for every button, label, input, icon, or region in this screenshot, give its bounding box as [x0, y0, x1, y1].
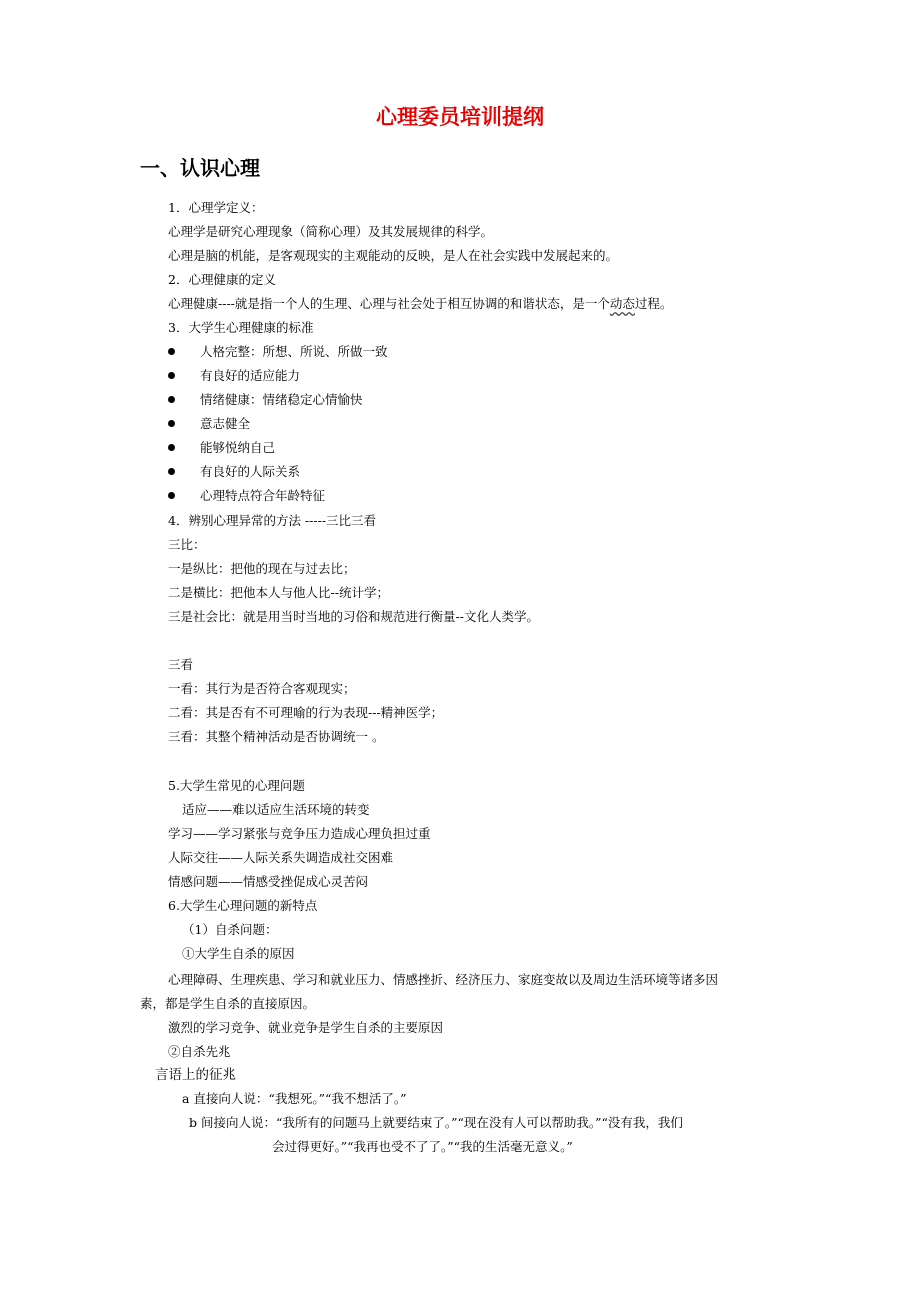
bullet-icon: [168, 348, 175, 355]
section-heading: 一、认识心理: [140, 156, 260, 180]
sub-heading: （1）自杀问题：: [182, 922, 278, 937]
list-item: 能够悦纳自己: [200, 440, 276, 455]
text-segment: 过程。: [634, 296, 673, 311]
sub-heading: ①大学生自杀的原因: [182, 946, 295, 961]
text-line: [168, 296, 672, 312]
list-item: 有良好的人际关系: [200, 464, 301, 479]
text-line: 二是横比：把他本人与他人比--统计学；: [168, 585, 389, 600]
text-line: 心理是脑的机能，是客观现实的主观能动的反映，是人在社会实践中发展起来的。: [168, 248, 619, 263]
bullet-icon: [168, 468, 175, 475]
text-line: 三是社会比：就是用当时当地的习俗和规范进行衡量--文化人类学。: [168, 609, 539, 624]
document-title: 心理委员培训提纲: [376, 105, 544, 129]
text-line: b 间接向人说：“我所有的问题马上就要结束了。”“现在没有人可以帮助我。”“没有我，我们: [189, 1115, 683, 1130]
definition-heading: 2．心理健康的定义: [168, 272, 276, 287]
bullet-icon: [168, 444, 175, 451]
list-item: 有良好的适应能力: [200, 368, 301, 383]
text-line: 心理学是研究心理现象（简称心理）及其发展规律的科学。: [168, 224, 494, 239]
text-segment: 心理健康----就是指一个人的生理、心理与社会处于相互协调的和谐状态，是一个: [168, 296, 610, 311]
features-heading: 6.大学生心理问题的新特点: [168, 898, 318, 913]
text-line: 情感问题——情感受挫促成心灵苦闷: [168, 874, 369, 889]
problems-heading: 5.大学生常见的心理问题: [168, 778, 305, 793]
list-item: 情绪健康：情绪稳定心情愉快: [200, 392, 363, 407]
bullet-icon: [168, 396, 175, 403]
bullet-icon: [168, 420, 175, 427]
standards-heading: 3．大学生心理健康的标准: [168, 320, 314, 335]
sub-heading: 言语上的征兆: [155, 1067, 236, 1083]
list-item: 人格完整：所想、所说、所做一致: [200, 344, 388, 359]
text-line: 人际交往——人际关系失调造成社交困难: [168, 850, 394, 865]
spellcheck-underlined-word: 动态: [609, 296, 635, 311]
text-line: 心理障碍、生理疾患、学习和就业压力、情感挫折、经济压力、家庭变故以及周边生活环境等诸多因: [168, 972, 719, 987]
sub-heading: ②自杀先兆: [168, 1044, 231, 1059]
text-line: 三看：其整个精神活动是否协调统一 。: [168, 729, 385, 744]
list-item: 心理特点符合年龄特征: [200, 488, 326, 503]
methods-heading: 4．辨别心理异常的方法 -----三比三看: [168, 513, 377, 528]
text-line: 会过得更好。”“我再也受不了了。”“我的生活毫无意义。”: [272, 1139, 573, 1154]
text-line: 二看：其是否有不可理喻的行为表现---精神医学；: [168, 705, 444, 720]
text-line: 激烈的学习竞争、就业竞争是学生自杀的主要原因: [168, 1020, 444, 1035]
sankan-title: 三看: [168, 657, 194, 672]
definition-heading: 1．心理学定义：: [168, 200, 264, 215]
text-line: 适应——难以适应生活环境的转变: [182, 802, 370, 817]
text-line: 一看：其行为是否符合客观现实；: [168, 681, 356, 696]
text-line: a 直接向人说：“我想死。”“我不想活了。”: [182, 1091, 407, 1106]
text-line: 一是纵比：把他的现在与过去比；: [168, 561, 356, 576]
list-item: 意志健全: [200, 416, 251, 431]
text-line: 学习——学习紧张与竞争压力造成心理负担过重: [168, 826, 431, 841]
bullet-icon: [168, 372, 175, 379]
bullet-icon: [168, 492, 175, 499]
text-line: 素，都是学生自杀的直接原因。: [140, 996, 316, 1011]
sanbi-title: 三比：: [168, 537, 206, 552]
